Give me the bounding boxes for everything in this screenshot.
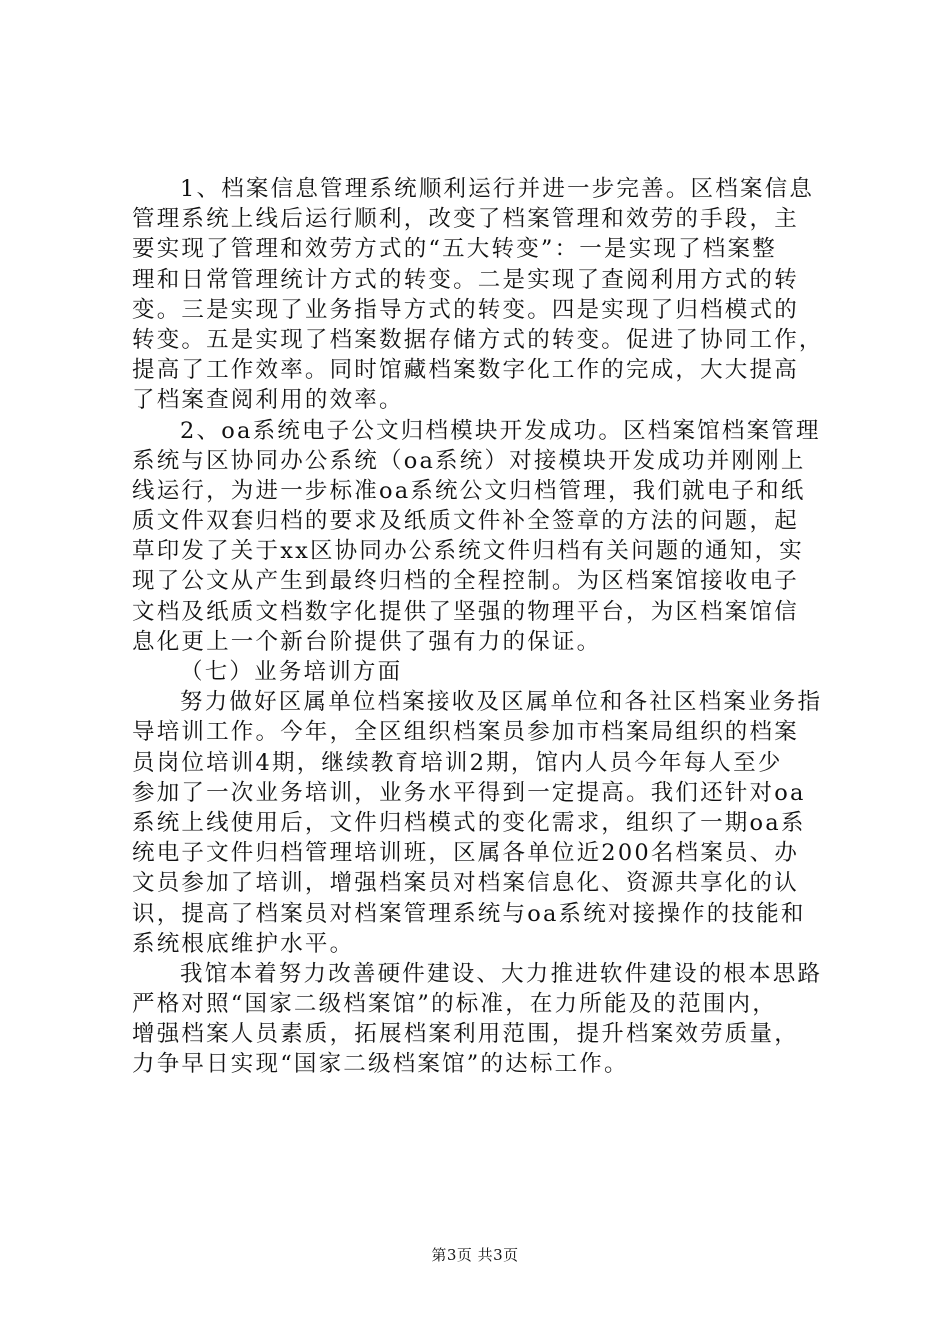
- page-number: 第3页 共3页: [431, 1246, 519, 1264]
- paragraph-3-line: 文员参加了培训，增强档案员对档案信息化、资源共享化的认: [132, 870, 799, 897]
- paragraph-2-line: 文档及纸质文档数字化提供了坚强的物理平台，为区档案馆信: [132, 598, 799, 625]
- paragraph-1-line: 了档案查阅利用的效率。: [132, 387, 404, 414]
- paragraph-1-line: 要实现了管理和效劳方式的“五大转变”：一是实现了档案整: [132, 236, 777, 263]
- paragraph-1-line: 管理系统上线后运行顺利，改变了档案管理和效劳的手段，主: [132, 206, 799, 233]
- paragraph-2-line: 质文件双套归档的要求及纸质文件补全签章的方法的问题，起: [132, 508, 799, 535]
- paragraph-2-line: 草印发了关于xx区协同办公系统文件归档有关问题的通知，实: [132, 538, 804, 565]
- paragraph-1-line: 转变。五是实现了档案数据存储方式的转变。促进了协同工作，: [132, 326, 824, 353]
- paragraph-4-line: 严格对照“国家二级档案馆”的标准，在力所能及的范围内，: [132, 991, 777, 1018]
- document-body: [132, 174, 832, 1080]
- paragraph-3-line: 员岗位培训4期，继续教育培训2期，馆内人员今年每人至少: [132, 749, 783, 776]
- paragraph-4-line: 我馆本着努力改善硬件建设、大力推进软件建设的根本思路: [180, 960, 823, 987]
- paragraph-4-line: 增强档案人员素质，拓展档案利用范围，提升档案效劳质量，: [132, 1021, 799, 1048]
- paragraph-4-line: 力争早日实现“国家二级档案馆”的达标工作。: [132, 1051, 629, 1078]
- paragraph-1-line: 理和日常管理统计方式的转变。二是实现了查阅利用方式的转: [132, 266, 799, 293]
- paragraph-2-line: 线运行，为进一步标准oa系统公文归档管理，我们就电子和纸: [132, 477, 806, 504]
- section-heading: （七）业务培训方面: [180, 659, 403, 685]
- paragraph-3-line: 努力做好区属单位档案接收及区属单位和各社区档案业务指: [180, 689, 823, 716]
- paragraph-1-line: 1、档案信息管理系统顺利运行并进一步完善。区档案信息: [180, 176, 815, 202]
- paragraph-1-line: 提高了工作效率。同时馆藏档案数字化工作的完成，大大提高: [132, 357, 799, 384]
- paragraph-2-line: 息化更上一个新台阶提供了强有力的保证。: [132, 628, 602, 655]
- paragraph-3-line: 系统上线使用后，文件归档模式的变化需求，组织了一期oa系: [132, 809, 806, 836]
- paragraph-2-line: 2、oa系统电子公文归档模块开发成功。区档案馆档案管理: [180, 417, 821, 444]
- paragraph-3-line: 导培训工作。今年，全区组织档案员参加市档案局组织的档案: [132, 719, 799, 746]
- paragraph-3-line: 统电子文件归档管理培训班，区属各单位近200名档案员、办: [132, 840, 800, 867]
- page-footer: [0, 1245, 950, 1265]
- paragraph-3-line: 参加了一次业务培训，业务水平得到一定提高。我们还针对oa: [132, 779, 806, 806]
- paragraph-1-line: 变。三是实现了业务指导方式的转变。四是实现了归档模式的: [132, 296, 799, 323]
- paragraph-3-line: 识，提高了档案员对档案管理系统与oa系统对接操作的技能和: [132, 900, 806, 927]
- paragraph-2-line: 现了公文从产生到最终归档的全程控制。为区档案馆接收电子: [132, 568, 799, 595]
- paragraph-2-line: 系统与区协同办公系统（oa系统）对接模块开发成功并刚刚上: [132, 447, 806, 474]
- paragraph-3-line: 系统根底维护水平。: [132, 930, 355, 957]
